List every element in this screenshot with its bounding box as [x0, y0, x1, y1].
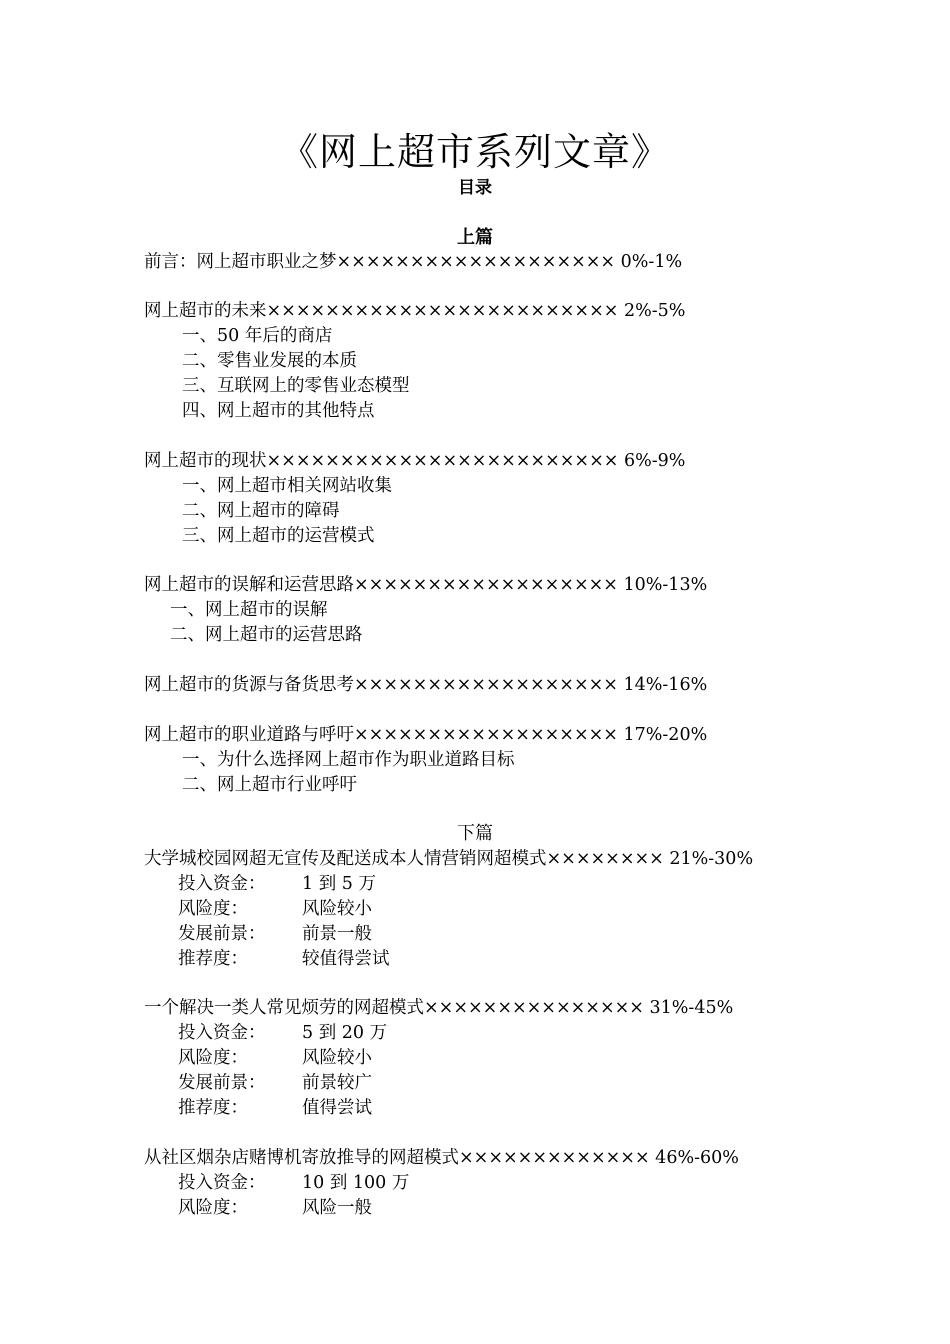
part1-heading: 上篇 [457, 227, 493, 248]
detail-value: 前景一般 [302, 924, 372, 944]
detail-label: 投入资金： [178, 1023, 266, 1043]
toc-entry: 前言：网上超市职业之梦××××××××××××××××××× 0%-1% [144, 252, 683, 272]
toc-subitem: 二、网上超市的障碍 [182, 501, 340, 521]
detail-label: 风险度： [178, 1048, 248, 1068]
toc-subitem: 三、互联网上的零售业态模型 [182, 376, 410, 396]
detail-value: 风险较小 [302, 899, 372, 919]
detail-label: 推荐度： [178, 949, 248, 969]
toc-subitem: 二、网上超市行业呼吁 [182, 775, 357, 795]
detail-value: 10 到 100 万 [302, 1173, 410, 1193]
detail-label: 风险度： [178, 1198, 248, 1218]
detail-value: 风险一般 [302, 1198, 372, 1218]
toc-entry: 网上超市的职业道路与呼吁×××××××××××××××××× 17%-20% [144, 725, 708, 745]
toc-heading: 目录 [458, 178, 492, 198]
toc-entry: 大学城校园网超无宣传及配送成本人情营销网超模式×××××××× 21%-30% [144, 849, 754, 869]
detail-label: 发展前景： [178, 1073, 266, 1093]
detail-value: 1 到 5 万 [302, 874, 376, 894]
toc-subitem: 二、零售业发展的本质 [182, 351, 357, 371]
detail-label: 推荐度： [178, 1098, 248, 1118]
toc-entry: 一个解决一类人常见烦劳的网超模式××××××××××××××× 31%-45% [144, 998, 734, 1018]
toc-subitem: 一、网上超市的误解 [170, 600, 328, 620]
toc-subitem: 一、为什么选择网上超市作为职业道路目标 [182, 750, 515, 770]
toc-subitem: 二、网上超市的运营思路 [170, 625, 363, 645]
detail-value: 前景较广 [302, 1073, 372, 1093]
toc-entry: 网上超市的误解和运营思路×××××××××××××××××× 10%-13% [144, 575, 708, 595]
toc-entry: 网上超市的货源与备货思考×××××××××××××××××× 14%-16% [144, 675, 708, 695]
toc-entry: 从社区烟杂店赌博机寄放推导的网超模式××××××××××××× 46%-60% [144, 1148, 739, 1168]
toc-subitem: 一、网上超市相关网站收集 [182, 476, 392, 496]
detail-value: 较值得尝试 [302, 949, 390, 969]
detail-label: 风险度： [178, 899, 248, 919]
toc-subitem: 一、50 年后的商店 [182, 326, 333, 346]
detail-label: 发展前景： [178, 924, 266, 944]
document-title: 《网上超市系列文章》 [279, 130, 670, 174]
detail-value: 5 到 20 万 [302, 1023, 388, 1043]
toc-subitem: 三、网上超市的运营模式 [182, 526, 375, 546]
toc-entry: 网上超市的未来×××××××××××××××××××××××× 2%-5% [144, 301, 686, 321]
detail-label: 投入资金： [178, 874, 266, 894]
toc-subitem: 四、网上超市的其他特点 [182, 401, 375, 421]
detail-value: 值得尝试 [302, 1098, 372, 1118]
part2-heading: 下篇 [457, 823, 493, 844]
detail-value: 风险较小 [302, 1048, 372, 1068]
toc-entry: 网上超市的现状×××××××××××××××××××××××× 6%-9% [144, 451, 686, 471]
detail-label: 投入资金： [178, 1173, 266, 1193]
